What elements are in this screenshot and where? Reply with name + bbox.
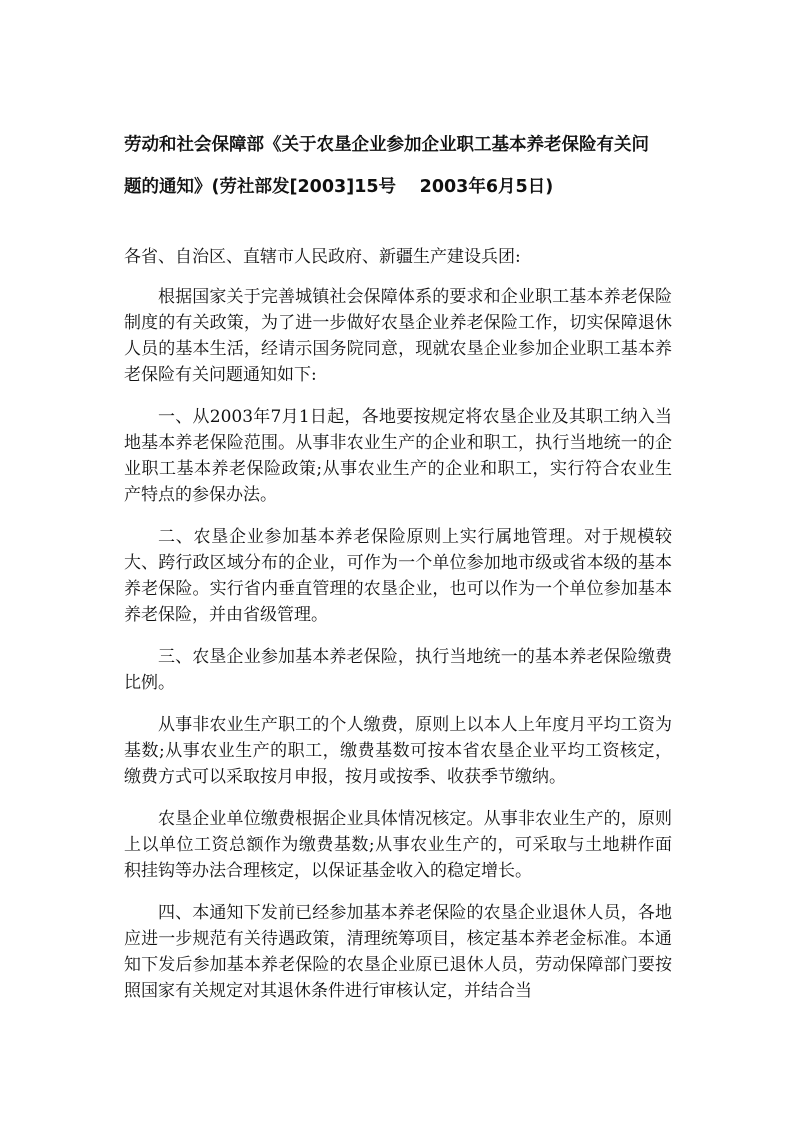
paragraph-3: 二、农垦企业参加基本养老保险原则上实行属地管理。对于规模较大、跨行政区域分布的企业，可作为一个单位参加地市级或省本级的基本养老保险。实行省内垂直管理的农垦企业，也可以作为一个单位参加基本养老保险，并由省级管理。 xyxy=(124,527,672,625)
paragraph-5: 从事非农业生产职工的个人缴费，原则上以本人上年度月平均工资为基数;从事农业生产的职工，缴费基数可按本省农垦企业平均工资核定，缴费方式可以采取按月申报，按月或按季、收获季节缴纳。 xyxy=(124,715,672,787)
salutation: 各省、自治区、直辖市人民政府、新疆生产建设兵团: xyxy=(124,247,521,267)
paragraph-1: 根据国家关于完善城镇社会保障体系的要求和企业职工基本养老保险制度的有关政策，为了进一步做好农垦企业养老保险工作，切实保障退休人员的基本生活，经请示国务院同意，现就农垦企业参加企业职工基本养老保险有关问题通知如下: xyxy=(124,287,672,385)
paragraph-2: 一、从2003年7月1日起，各地要按规定将农垦企业及其职工纳入当地基本养老保险范围。从事非农业生产的企业和职工，执行当地统一的企业职工基本养老保险政策;从事农业生产的企业和职工，实行符合农业生产特点的参保办法。 xyxy=(124,407,672,505)
document-title-line-1: 劳动和社会保障部《关于农垦企业参加企业职工基本养老保险有关问 xyxy=(124,135,649,155)
document-body xyxy=(124,244,672,1020)
paragraph-7: 四、本通知下发前已经参加基本养老保险的农垦企业退休人员，各地应进一步规范有关待遇政策，清理统筹项目，核定基本养老金标准。本通知下发后参加基本养老保险的农垦企业原已退休人员，劳动保障部门要按照国家有关规定对其退休条件进行审核认定，并结合当 xyxy=(124,903,672,1001)
document-title-line-2: 题的通知》(劳社部发[2003]15号 2003年6月5日) xyxy=(124,177,554,197)
paragraph-4: 三、农垦企业参加基本养老保险，执行当地统一的基本养老保险缴费比例。 xyxy=(124,647,672,693)
paragraph-6: 农垦企业单位缴费根据企业具体情况核定。从事非农业生产的，原则上以单位工资总额作为缴费基数;从事农业生产的，可采取与土地耕作面积挂钩等办法合理核定，以保证基金收入的稳定增长。 xyxy=(124,809,672,881)
